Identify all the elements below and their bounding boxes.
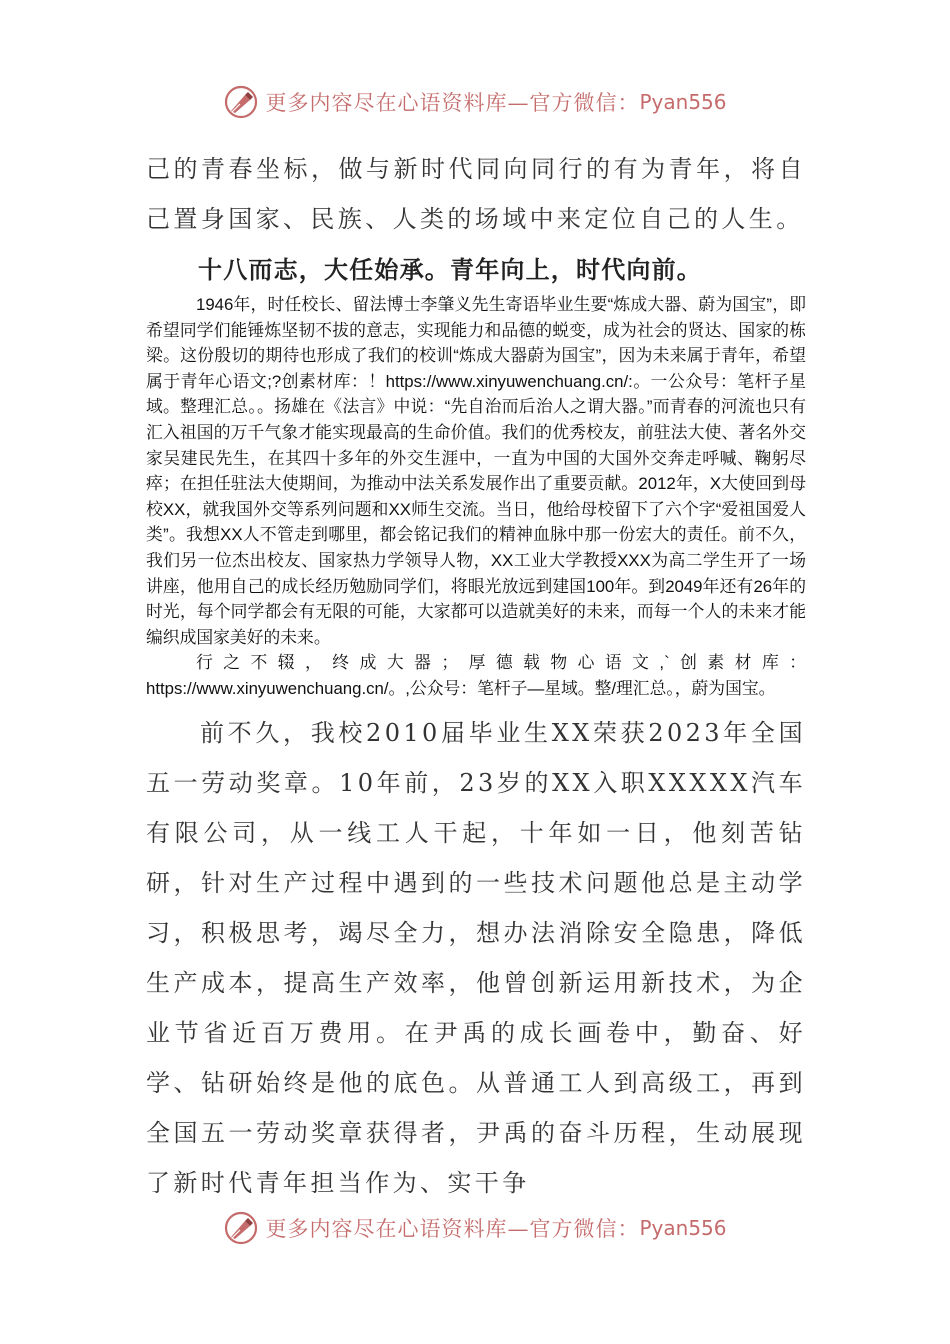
footer-banner-text: 更多内容尽在心语资料库—官方微信： <box>265 1217 640 1241</box>
body-paragraph-3: 前不久，我校2010届毕业生XX荣获2023年全国五一劳动奖章。10年前，23岁的XX入职XXXXX汽车有限公司，从一线工人干起，十年如一日，他刻苦钻研，针对生产过程中遇到的一些技术问题他总是主动学习，积极思考，竭尽全力，想办法消除安全隐患，降低生产成本，提高生产效率，他曾创新运用新技术，为企业节省近百万费用。在尹禹的成长画卷中，勤奋、好学、钻研始终是他的底色。从普通工人到高级工，再到全国五一劳动奖章获得者，尹禹的奋斗历程，生动展现了新时代青年担当作为、实干争 <box>146 718 806 1197</box>
footer-banner <box>0 1208 950 1248</box>
footer-wechat-id: Pyan556 <box>639 1216 727 1240</box>
pen-nib-logo-icon <box>223 84 259 120</box>
document-body <box>146 144 806 1208</box>
intro-paragraph: 己的青春坐标，做与新时代同向同行的有为青年，将自己置身国家、民族、人类的场域中来定位自己的人生。 <box>146 155 806 233</box>
pen-nib-logo-icon <box>223 1210 259 1246</box>
body-paragraph-2: 行之不辍，终成大器；厚德载物心语文,`创素材库：https://www.xinyuwenchuang.cn/。,公众号：笔杆子—星域。整/理汇总。，蔚为国宝。 <box>146 653 806 698</box>
header-wechat-id: Pyan556 <box>639 90 727 114</box>
header-banner-text: 更多内容尽在心语资料库—官方微信： <box>265 91 640 115</box>
body-paragraph-1: 1946年，时任校长、留法博士李肇义先生寄语毕业生要“炼成大器、蔚为国宝”，即希望同学们能锤炼坚韧不拔的意志，实现能力和品德的蜕变，成为社会的贤达、国家的栋梁。这份殷切的期待也形成了我们的校训“炼成大器蔚为国宝”，因为未来属于青年，希望属于青年心语文;?创素材库：！https://www.xinyuwenchuang.cn/:。一公众号：笔杆子星域。整理汇总。。扬雄在《法言》中说：“先自治而后治人之谓大器。”而青春的河流也只有汇入祖国的万千气象才能实现最高的生命价值。我们的优秀校友，前驻法大使、著名外交家吴建民先生，在其四十多年的外交生涯中，一直为中国的大国外交奔走呼喊、鞠躬尽瘁；在担任驻法大使期间，为推动中法关系发展作出了重要贡献。2012年，X大使回到母校XX，就我国外交等系列问题和XX师生交流。当日，他给母校留下了六个字“爱祖国爱人类”。我想XX人不管走到哪里，都会铭记我们的精神血脉中那一份宏大的责任。前不久，我们另一位杰出校友、国家热力学领导人物，XX工业大学教授XXX为高二学生开了一场讲座，他用自己的成长经历勉励同学们，将眼光放远到建国100年。到2049年还有26年的时光，每个同学都会有无限的可能，大家都可以造就美好的未来，而每一个人的未来才能编织成国家美好的未来。 <box>146 295 806 647</box>
section-heading: 十八而志，大任始承。青年向上，时代向前。 <box>198 256 702 284</box>
header-banner <box>0 82 950 122</box>
